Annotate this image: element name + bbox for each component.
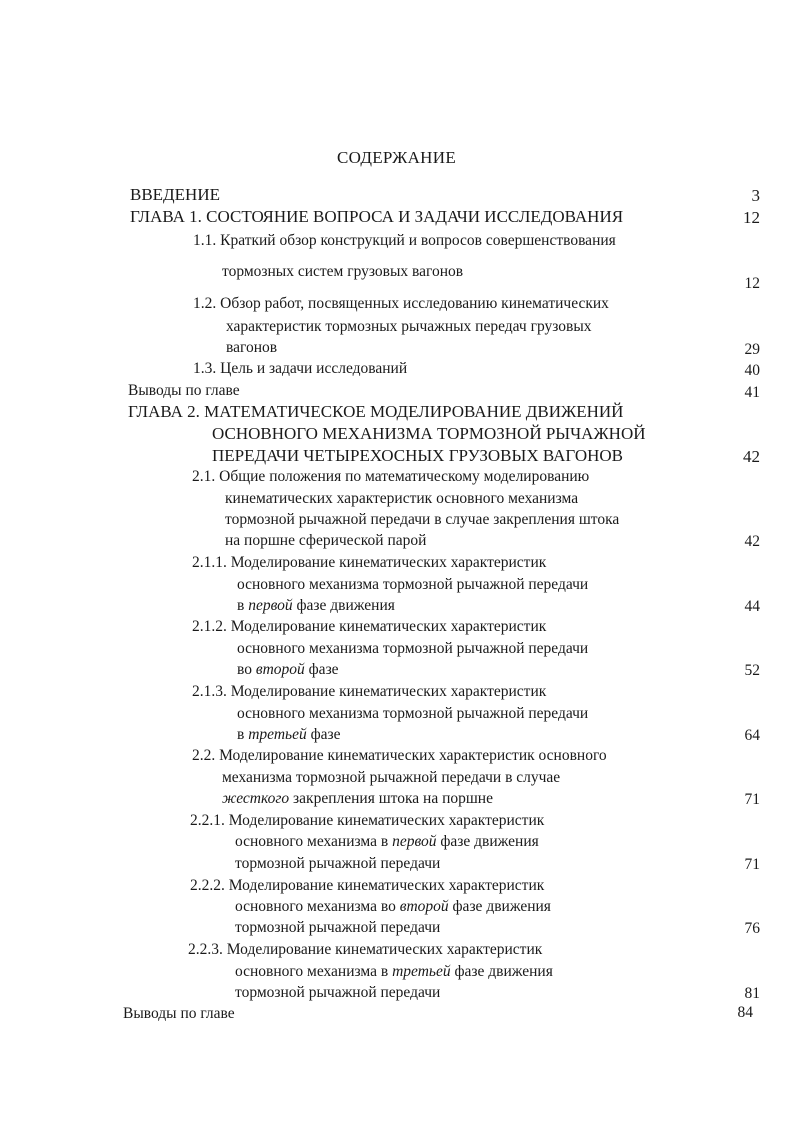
toc-entry-1-1-cont: тормозных систем грузовых вагонов — [222, 263, 464, 280]
toc-entry-2-2: 2.2. Моделирование кинематических характеристик основного — [192, 747, 607, 764]
toc-entry-2-1-2-cont: основного механизма тормозной рычажной передачи — [237, 640, 589, 657]
toc-page-number: 64 — [744, 727, 760, 744]
toc-page-number: 12 — [744, 275, 760, 292]
toc-entry-2-2-1-cont: тормозной рычажной передачи — [235, 855, 441, 872]
toc-entry-2-2-1: 2.2.1. Моделирование кинематических характеристик — [190, 812, 545, 829]
toc-entry-2-2-1-cont: основного механизма в первой фазе движения — [235, 833, 539, 850]
emphasis-word: третьей — [392, 963, 451, 980]
toc-page-number: 3 — [751, 186, 760, 205]
toc-page-number: 71 — [744, 791, 760, 808]
toc-entry-2-2-3-cont: основного механизма в третьей фазе движения — [235, 963, 553, 980]
emphasis-word: первой — [248, 597, 293, 614]
toc-page-number: 71 — [744, 856, 760, 873]
emphasis-word: жесткого — [222, 790, 290, 807]
toc-page-number: 12 — [743, 208, 760, 227]
toc-entry-2-2-cont: жесткого закрепления штока на поршне — [222, 790, 493, 807]
toc-entry-2-2-3: 2.2.3. Моделирование кинематических характеристик — [188, 941, 543, 958]
toc-entry-2-1-3-cont: основного механизма тормозной рычажной передачи — [237, 705, 589, 722]
toc-page-number: 42 — [743, 447, 760, 466]
toc-page-number: 42 — [744, 533, 760, 550]
toc-entry-2-1-cont: на поршне сферической парой — [225, 532, 427, 549]
toc-entry-chapter-2-cont: ОСНОВНОГО МЕХАНИЗМА ТОРМОЗНОЙ РЫЧАЖНОЙ — [212, 424, 646, 443]
toc-entry-chapter-2-cont: ПЕРЕДАЧИ ЧЕТЫРЕХОСНЫХ ГРУЗОВЫХ ВАГОНОВ — [212, 446, 623, 465]
toc-entry-2-1-2: 2.1.2. Моделирование кинематических характеристик — [192, 618, 547, 635]
toc-entry-2-2-3-cont: тормозной рычажной передачи — [235, 984, 441, 1001]
toc-entry-1-1: 1.1. Краткий обзор конструкций и вопросов совершенствования — [193, 232, 616, 249]
toc-page-number: 44 — [744, 598, 760, 615]
page-title: СОДЕРЖАНИЕ — [336, 148, 457, 167]
toc-entry-conclusions-2: Выводы по главе — [123, 1005, 235, 1022]
toc-entry-2-2-cont: механизма тормозной рычажной передачи в случае — [222, 769, 561, 786]
toc-page-number: 40 — [744, 362, 760, 379]
toc-entry-2-2-2: 2.2.2. Моделирование кинематических характеристик — [190, 877, 545, 894]
toc-page-number: 41 — [744, 384, 760, 401]
toc-entry-2-1-3: 2.1.3. Моделирование кинематических характеристик — [192, 683, 547, 700]
toc-entry-intro: ВВЕДЕНИЕ — [130, 185, 220, 204]
toc-entry-1-2: 1.2. Обзор работ, посвященных исследованию кинематических — [193, 295, 609, 312]
toc-entry-2-2-2-cont: тормозной рычажной передачи — [235, 919, 441, 936]
toc-page-number: 76 — [744, 920, 760, 937]
toc-entry-2-1-1: 2.1.1. Моделирование кинематических характеристик — [192, 554, 547, 571]
toc-entry-2-1-3-cont: в третьей фазе — [237, 726, 341, 743]
toc-entry-1-2-cont: вагонов — [226, 339, 278, 356]
toc-page-number: 84 — [737, 1004, 753, 1021]
toc-entry-2-1-cont: кинематических характеристик основного механизма — [225, 490, 579, 507]
toc-entry-1-2-cont: характеристик тормозных рычажных передач грузовых — [226, 318, 592, 335]
toc-page-number: 29 — [744, 341, 760, 358]
toc-entry-2-1-cont: тормозной рычажной передачи в случае закрепления штока — [225, 511, 620, 528]
toc-entry-2-2-2-cont: основного механизма во второй фазе движения — [235, 898, 551, 915]
emphasis-word: второй — [255, 661, 305, 678]
emphasis-word: первой — [392, 833, 437, 850]
emphasis-word: второй — [399, 898, 449, 915]
toc-entry-chapter-1: ГЛАВА 1. СОСТОЯНИЕ ВОПРОСА И ЗАДАЧИ ИССЛЕДОВАНИЯ — [130, 207, 624, 226]
toc-entry-2-1-1-cont: основного механизма тормозной рычажной передачи — [237, 576, 589, 593]
emphasis-word: третьей — [248, 726, 307, 743]
toc-entry-1-3: 1.3. Цель и задачи исследований — [193, 360, 408, 377]
toc-entry-conclusions-1: Выводы по главе — [128, 382, 240, 399]
toc-page-number: 52 — [744, 662, 760, 679]
toc-entry-2-1-2-cont: во второй фазе — [237, 661, 339, 678]
toc-entry-2-1-1-cont: в первой фазе движения — [237, 597, 395, 614]
toc-entry-chapter-2: ГЛАВА 2. МАТЕМАТИЧЕСКОЕ МОДЕЛИРОВАНИЕ ДВИЖЕНИЙ — [128, 402, 624, 421]
toc-page-number: 81 — [744, 985, 760, 1002]
toc-entry-2-1: 2.1. Общие положения по математическому моделированию — [192, 468, 590, 485]
